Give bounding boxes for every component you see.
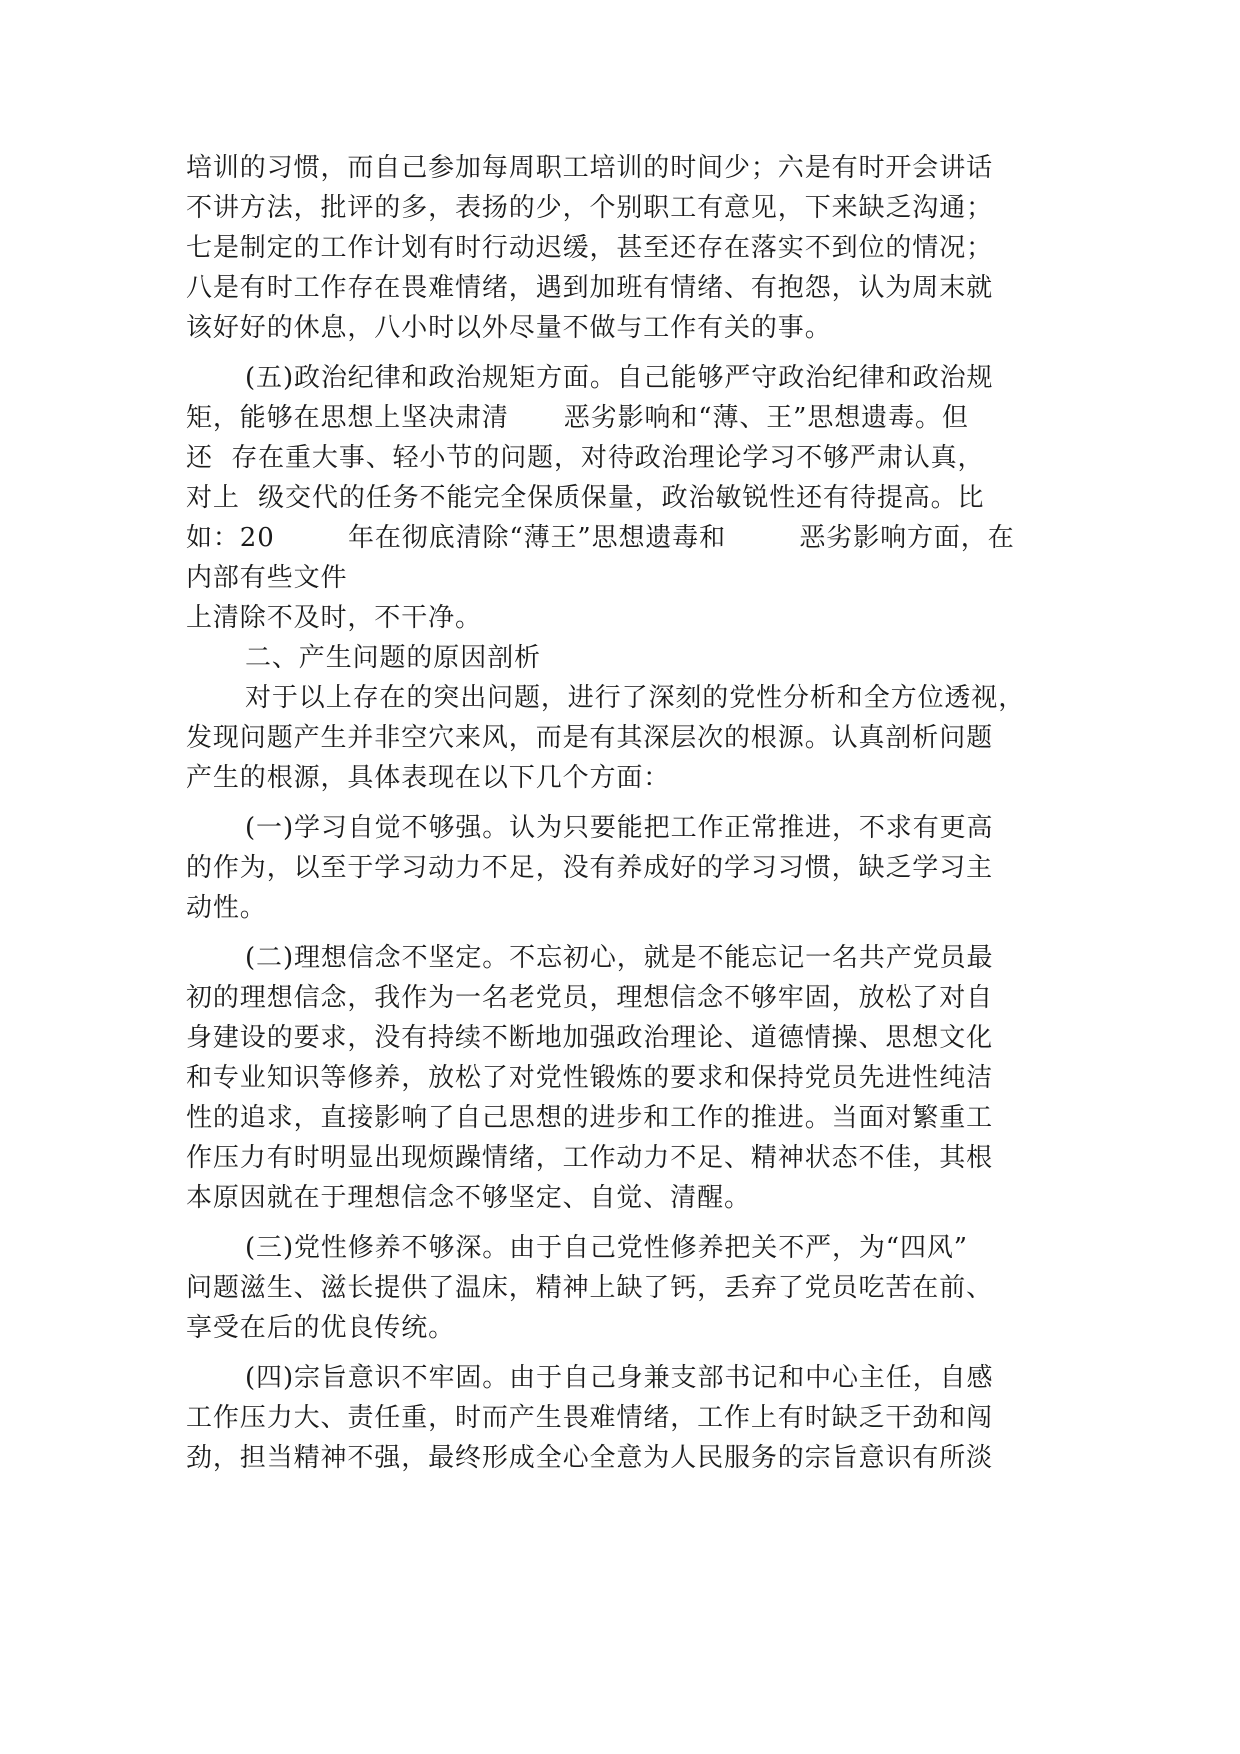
text-line: 如：20 年在彻底清除“薄王”思想遗毒和 恶劣影响方面，在 [186,523,1015,553]
text-line: 八是有时工作存在畏难情绪，遇到加班有情绪、有抱怨，认为周末就 [186,273,994,303]
text-line: 上清除不及时，不干净。 [186,603,482,633]
section-heading: 二、产生问题的原因剖析 [245,643,541,673]
text-line: 和专业知识等修养，放松了对党性锻炼的要求和保持党员先进性纯洁 [186,1063,994,1093]
text-line: 矩，能够在思想上坚决肃清 恶劣影响和“薄、王”思想遗毒。但 [186,403,969,433]
text-line: 内部有些文件 [186,563,348,593]
text-line: 作压力有时明显出现烦躁情绪，工作动力不足、精神状态不佳，其根 [186,1143,994,1173]
section-five-paragraph: (五)政治纪律和政治规矩方面。自己能够严守政治纪律和政治规 [245,363,994,393]
cause-one-paragraph: (一)学习自觉不够强。认为只要能把工作正常推进，不求有更高 [245,813,994,843]
text-line: 还 存在重大事、轻小节的问题，对待政治理论学习不够严肃认真， [186,443,985,473]
text-line: 不讲方法，批评的多，表扬的少，个别职工有意见，下来缺乏沟通； [186,193,994,223]
intro-paragraph: 对于以上存在的突出问题，进行了深刻的党性分析和全方位透视， [245,683,1026,713]
text-line: 培训的习惯，而自己参加每周职工培训的时间少；六是有时开会讲话 [186,153,994,183]
text-line: 工作压力大、责任重，时而产生畏难情绪，工作上有时缺乏干劲和闯 [186,1403,994,1433]
text-line: 发现问题产生并非空穴来风，而是有其深层次的根源。认真剖析问题 [186,723,994,753]
text-line: 产生的根源，具体表现在以下几个方面： [186,763,671,793]
text-line: 动性。 [186,893,267,923]
text-line: 性的追求，直接影响了自己思想的进步和工作的推进。当面对繁重工 [186,1103,994,1133]
text-line: 劲，担当精神不强，最终形成全心全意为人民服务的宗旨意识有所淡 [186,1443,994,1473]
text-line: 身建设的要求，没有持续不断地加强政治理论、道德情操、思想文化 [186,1023,994,1053]
cause-two-paragraph: (二)理想信念不坚定。不忘初心，就是不能忘记一名共产党员最 [245,943,994,973]
text-line: 该好好的休息，八小时以外尽量不做与工作有关的事。 [186,313,832,343]
text-line: 问题滋生、滋长提供了温床，精神上缺了钙，丢弃了党员吃苦在前、 [186,1273,994,1303]
text-line: 本原因就在于理想信念不够坚定、自觉、清醒。 [186,1183,751,1213]
cause-four-paragraph: (四)宗旨意识不牢固。由于自己身兼支部书记和中心主任，自感 [245,1363,994,1393]
text-line: 初的理想信念，我作为一名老党员，理想信念不够牢固，放松了对自 [186,983,994,1013]
text-line: 的作为，以至于学习动力不足，没有养成好的学习习惯，缺乏学习主 [186,853,994,883]
text-line: 七是制定的工作计划有时行动迟缓，甚至还存在落实不到位的情况； [186,233,994,263]
text-line: 对上 级交代的任务不能完全保质保量，政治敏锐性还有待提高。比 [186,483,985,513]
text-line: 享受在后的优良传统。 [186,1313,456,1343]
cause-three-paragraph: (三)党性修养不够深。由于自己党性修养把关不严，为“四风” [245,1233,968,1263]
